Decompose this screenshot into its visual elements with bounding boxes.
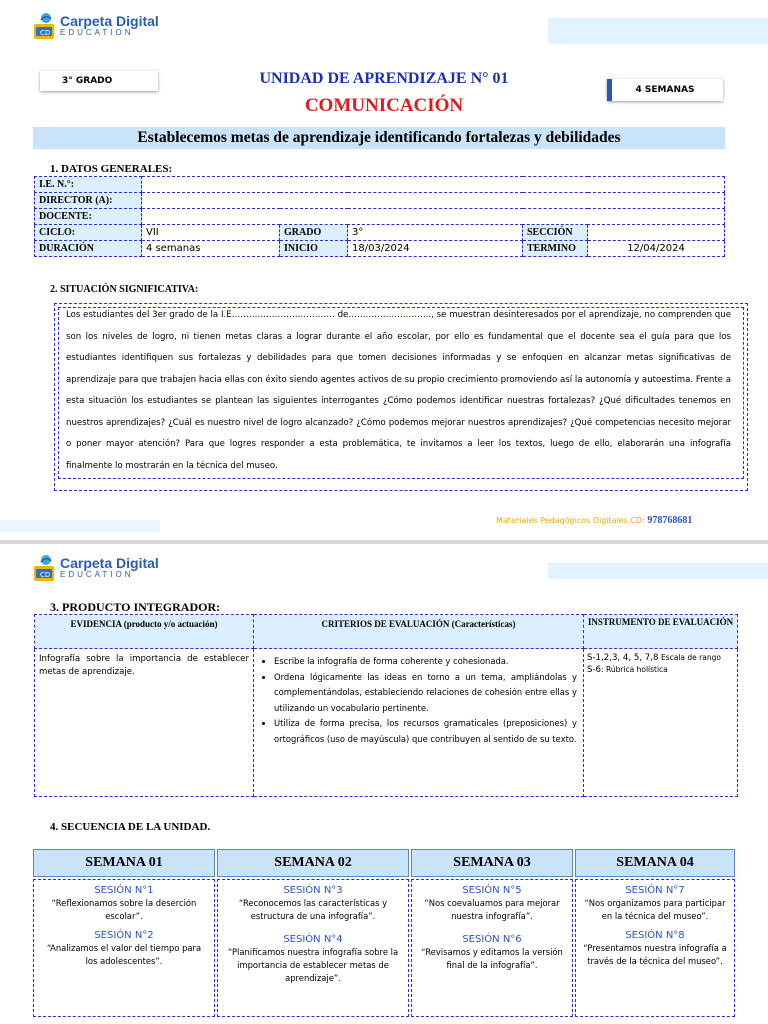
session-label: SESIÓN N°2 [94,930,154,941]
session-text: “Presentamos nuestra infografía a través de la técnica del museo”. [583,943,727,966]
list-item: • Escribe la infografía de forma coherente y cohesionada. [274,654,577,670]
subject-title: COMUNICACIÓN [304,95,464,116]
instrumento-2-text: : Rúbrica holística [601,665,668,674]
page-separator [0,540,768,544]
semana-column [33,849,215,1017]
situacion-text: Los estudiantes del 3er grado de la I.E……………………………… de……………………….., se muestran desinteresados por el aprendizaje, no comprenden que son los niveles de logro, ni tienen metas claras a lograr durante el año escolar, por ello es fundamental que el docente sea el guía para que los estudiantes identifiquen sus fortalezas y debilidades para que tomen decisiones informadas y se enfoquen en alcanzar metas significativas de aprendizaje para que trabajen hacia ellas con éxito siendo agentes activos de su propio crecimiento promoviendo así la autonomía y autoestima. Frente a esta situación los estudiantes se plantean las siguientes interrogantes ¿Cómo podemos identificar nuestras fortalezas? ¿Qué dificultades tenemos en nuestros aprendizajes? ¿Cuál es nuestro nivel de logro alcanzado? ¿Cómo podemos mejorar nuestros aprendizajes? ¿Qué competencias necesito mejorar o poner mayor atención? Para que logres responder a esta problemática, te invitamos a leer los textos, luego de ello, elaborarán una infografía finalmente lo mostrarán en la técnica del museo. [66,310,731,471]
list-item: • Utiliza de forma precisa, los recursos gramaticales (preposiciones) y ortográficos (uso de mayúscula) que contribuyen al sentido de su texto. [274,716,577,747]
footer-phone: 978768681 [647,515,693,526]
session-label: SESIÓN N°8 [625,930,685,941]
semana-header: SEMANA 02 [217,849,409,877]
instrumento-item [587,664,734,676]
seccion-value [588,225,725,241]
session-text: “Nos organizamos para participar en la técnica del museo”. [584,898,726,921]
list-item: • Ordena lógicamente las ideas en torno a un tema, ampliándolas y complementándolas, estableciendo relaciones de cohesión entre ellas y utilizando un vocabulario pertinente. [274,670,577,717]
semana-body [33,879,215,1017]
footer-decoration-bar [0,520,160,532]
section-datos-title: 1. DATOS GENERALES: [50,163,173,175]
section-secuencia-title: 4. SECUENCIA DE LA UNIDAD. [50,821,211,833]
semana-body [575,879,735,1017]
table-row [35,649,738,797]
logo-title: Carpeta Digital [60,12,159,29]
session-label: SESIÓN N°6 [462,934,522,945]
unit-title: UNIDAD DE APRENDIZAJE N° 01 [259,70,509,87]
session-text: “Revisamos y editamos la versión final de la infografía”. [421,947,563,970]
instrumento-1-codes: S-1,2,3, 4, 5, 7,8 [587,653,659,663]
producto-table [34,614,738,797]
semana-header: SEMANA 03 [411,849,573,877]
semana-header: SEMANA 04 [575,849,735,877]
footer-credit [496,515,692,526]
inicio-value: 18/03/2024 [348,241,523,257]
datos-generales-table [34,176,725,257]
criterios-cell [254,649,584,797]
svg-text:CD: CD [40,29,51,37]
table-row [35,209,725,225]
semana-body [411,879,573,1017]
session-label: SESIÓN N°3 [283,885,343,896]
docente-value [142,209,725,225]
ciclo-value: VII [142,225,280,241]
table-row [35,615,738,649]
seccion-label: SECCIÓN [523,225,588,241]
semana-column [217,849,409,1017]
criterios-list [260,654,577,747]
logo [32,12,159,38]
inicio-label: INICIO [280,241,348,257]
logo-icon [32,554,56,580]
ie-label: I.E. N.°: [35,177,142,193]
logo-icon [32,12,56,38]
termino-label: TERMINO [523,241,588,257]
header-decoration-bar [548,563,768,579]
semana-body [217,879,409,1017]
weeks-badge-label: 4 SEMANAS [635,85,695,95]
logo-title: Carpeta Digital [60,554,159,571]
termino-value: 12/04/2024 [588,241,725,257]
evidencia-cell [35,649,254,797]
session-label: SESIÓN N°5 [462,885,522,896]
semana-header: SEMANA 01 [33,849,215,877]
grade-badge: 3° GRADO [40,71,158,91]
grado-label: GRADO [280,225,348,241]
main-title: Establecemos metas de aprendizaje identificando fortalezas y debilidades [137,129,621,146]
weeks-badge [607,79,723,101]
svg-text:CD: CD [40,571,51,579]
logo [32,554,159,580]
ie-value [142,177,725,193]
session-text: “Analizamos el valor del tiempo para los adolescentes”. [46,943,202,966]
session-label: SESIÓN N°7 [625,885,685,896]
session-text: “Reflexionamos sobre la deserción escolar”. [51,898,197,921]
header-decoration-bar [548,18,768,44]
grado-value: 3° [348,225,523,241]
table-row [35,193,725,209]
table-row [35,177,725,193]
director-label: DIRECTOR (A): [35,193,142,209]
instrumento-item [587,652,734,664]
instrumento-1-text: Escala de rango [660,653,721,662]
duracion-value: 4 semanas [142,241,280,257]
ciclo-label: CICLO: [35,225,142,241]
footer-label: Materiales Pedagógicos Digitales CD: [496,516,645,525]
session-label: SESIÓN N°4 [283,934,343,945]
duracion-label: DURACIÓN [35,241,142,257]
docente-label: DOCENTE: [35,209,142,225]
logo-subtitle: EDUCATION [60,27,134,37]
criterios-header: CRITERIOS DE EVALUACIÓN (Características) [254,615,584,649]
session-label: SESIÓN N°1 [94,885,154,896]
session-text: “Nos coevaluamos para mejorar nuestra infografía”. [424,898,560,921]
session-text: “Planificamos nuestra infografía sobre la importancia de establecer metas de aprendizaje”. [227,947,399,983]
table-row [35,225,725,241]
evidencia-header: EVIDENCIA (producto y/o actuación) [35,615,254,649]
semana-column [411,849,573,1017]
instrumento-header: INSTRUMENTO DE EVALUACIÓN [584,615,738,649]
section-situacion-title: 2. SITUACIÓN SIGNIFICATIVA: [50,284,199,295]
section-producto-title: 3. PRODUCTO INTEGRADOR: [50,600,221,614]
semana-column [575,849,735,1017]
logo-subtitle: EDUCATION [60,569,134,579]
instrumento-2-codes: S-6 [587,665,602,675]
director-value [142,193,725,209]
session-text: “Reconocemos las características y estructura de una infografía”. [238,898,388,921]
instrumento-cell [584,649,738,797]
table-row [35,241,725,257]
evidencia-text: Infografía sobre la importancia de establecer metas de aprendizaje. [39,654,249,677]
